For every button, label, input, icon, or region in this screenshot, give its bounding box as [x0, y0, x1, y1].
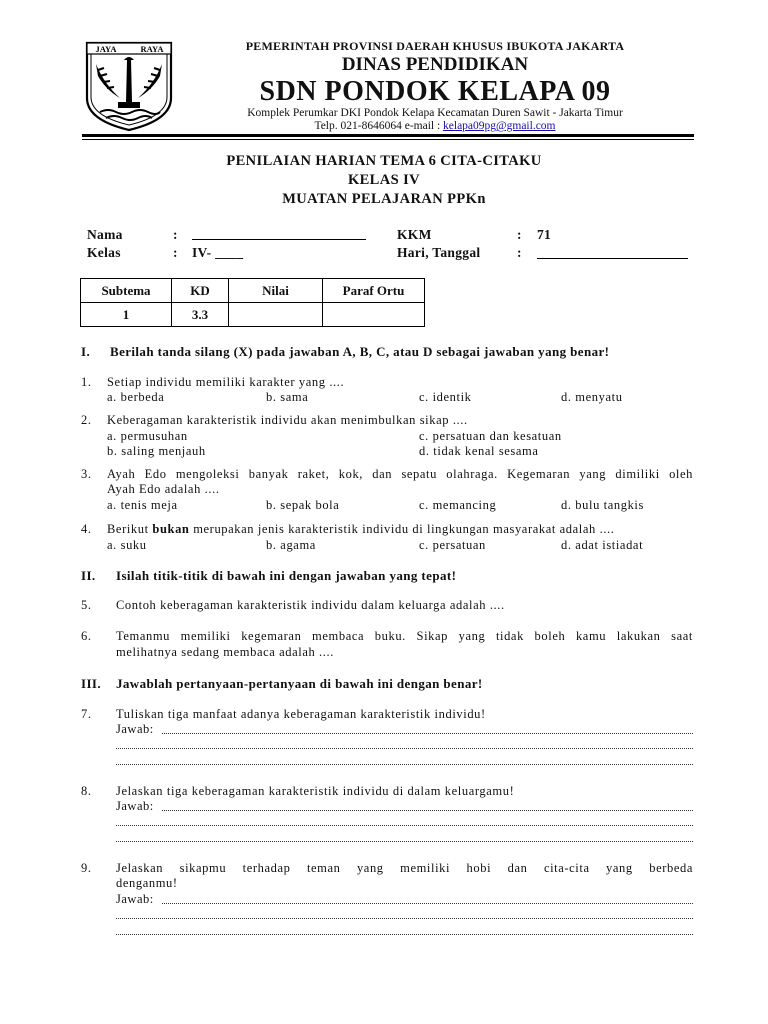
kkm-label: KKM: [397, 227, 432, 242]
q3-option-c[interactable]: c. memancing: [419, 498, 497, 512]
gov-heading: PEMERINTAH PROVINSI DAERAH KHUSUS IBUKOTA JAKARTA: [245, 39, 625, 53]
q2-option-d[interactable]: d. tidak kenal sesama: [419, 444, 539, 458]
q2-option-c[interactable]: c. persatuan dan kesatuan: [419, 429, 562, 443]
cell-paraf-ortu[interactable]: [323, 303, 425, 327]
nama-input-line[interactable]: [192, 239, 366, 240]
q4-text-emphasis: bukan: [152, 522, 190, 536]
q7-answer-line-3[interactable]: [116, 764, 693, 765]
q4-number: 4.: [81, 522, 92, 536]
section2-number: II.: [81, 568, 96, 583]
hari-tanggal-label: Hari, Tanggal: [397, 245, 481, 260]
score-table: [80, 278, 425, 327]
school-address: Komplek Perumkar DKI Pondok Kelapa Kecamatan Duren Sawit - Jakarta Timur: [247, 107, 623, 119]
cell-subtema: 1: [81, 303, 172, 327]
school-phone: Telp. 021-8646064 e-mail :: [314, 120, 444, 132]
kkm-value: 71: [537, 227, 552, 242]
hari-tanggal-colon: :: [517, 245, 522, 260]
q8-jawab-label: Jawab:: [116, 799, 154, 813]
q7-number: 7.: [81, 707, 92, 721]
q9-answer-line-1[interactable]: [162, 903, 693, 904]
header-kd: KD: [172, 279, 229, 303]
q9-text-line2: denganmu!: [116, 876, 178, 890]
subject-title: MUATAN PELAJARAN PPKn: [282, 191, 486, 207]
school-name: SDN PONDOK KELAPA 09: [259, 76, 611, 107]
q1-option-d[interactable]: d. menyatu: [561, 390, 623, 404]
q5-text: Contoh keberagaman karakteristik individu dalam keluarga adalah ....: [116, 598, 505, 612]
hari-tanggal-input-line[interactable]: [537, 258, 688, 259]
q8-answer-line-2[interactable]: [116, 825, 693, 826]
header-nilai: Nilai: [229, 279, 323, 303]
q6-number: 6.: [81, 629, 92, 643]
school-email-link[interactable]: kelapa09pg@gmail.com: [443, 120, 556, 132]
q3-option-b[interactable]: b. sepak bola: [266, 498, 340, 512]
q1-option-a[interactable]: a. berbeda: [107, 390, 165, 404]
q8-text: Jelaskan tiga keberagaman karakteristik individu di dalam keluargamu!: [116, 784, 515, 798]
q6-text-line2: melihatnya sedang membaca adalah ....: [116, 645, 334, 659]
q4-option-a[interactable]: a. suku: [107, 538, 147, 552]
section1-number: I.: [81, 344, 91, 359]
q4-option-d[interactable]: d. adat istiadat: [561, 538, 644, 552]
q3-number: 3.: [81, 467, 92, 481]
q7-jawab-label: Jawab:: [116, 722, 154, 736]
nama-colon: :: [173, 227, 178, 242]
q1-option-c[interactable]: c. identik: [419, 390, 472, 404]
letterhead-rule-thick: [82, 134, 694, 137]
q2-option-b[interactable]: b. saling menjauh: [107, 444, 206, 458]
q8-answer-line-1[interactable]: [162, 810, 693, 811]
q9-text: Jelaskan sikapmu terhadap teman yang memiliki hobi dan cita-cita yang berbeda: [116, 861, 693, 875]
kelas-label: Kelas: [87, 245, 121, 260]
school-contact: [180, 120, 690, 132]
q7-answer-line-1[interactable]: [162, 733, 693, 734]
kelas-colon: :: [173, 245, 178, 260]
q4-option-c[interactable]: c. persatuan: [419, 538, 486, 552]
logo-text-left: JAYA: [95, 44, 117, 54]
jaya-raya-emblem: [84, 40, 174, 132]
letterhead-rule-thin: [82, 139, 694, 140]
cell-kd: 3.3: [172, 303, 229, 327]
section2-instruction: Isilah titik-titik di bawah ini dengan jawaban yang tepat!: [116, 568, 457, 583]
score-table-header: [81, 279, 425, 303]
q6-text: Temanmu memiliki kegemaran membaca buku. Sikap yang tidak boleh kamu lakukan saat: [116, 629, 693, 643]
q5-number: 5.: [81, 598, 92, 612]
header-subtema: Subtema: [81, 279, 172, 303]
section1-instruction: Berilah tanda silang (X) pada jawaban A, B, C, atau D sebagai jawaban yang benar!: [110, 344, 610, 359]
q9-number: 9.: [81, 861, 92, 875]
q8-number: 8.: [81, 784, 92, 798]
exam-title: PENILAIAN HARIAN TEMA 6 CITA-CITAKU: [226, 153, 542, 169]
q4-text: [107, 522, 615, 537]
score-table-row: [81, 303, 425, 327]
header-paraf-ortu: Paraf Ortu: [323, 279, 425, 303]
q4-text-post: merupakan jenis karakteristik individu di lingkungan masyarakat adalah ....: [189, 522, 615, 536]
q2-number: 2.: [81, 413, 92, 427]
q7-answer-line-2[interactable]: [116, 748, 693, 749]
q1-number: 1.: [81, 375, 92, 389]
q3-option-a[interactable]: a. tenis meja: [107, 498, 178, 512]
q3-option-d[interactable]: d. bulu tangkis: [561, 498, 644, 512]
section3-instruction: Jawablah pertanyaan-pertanyaan di bawah ini dengan benar!: [116, 676, 483, 691]
q9-answer-line-3[interactable]: [116, 934, 693, 935]
kelas-value[interactable]: IV- ____: [192, 245, 244, 260]
q9-jawab-label: Jawab:: [116, 892, 154, 906]
q1-option-b[interactable]: b. sama: [266, 390, 309, 404]
section3-number: III.: [81, 676, 102, 691]
q2-text: Keberagaman karakteristik individu akan menimbulkan sikap ....: [107, 413, 468, 427]
logo-text-right: RAYA: [140, 44, 164, 54]
cell-nilai[interactable]: [229, 303, 323, 327]
q2-option-a[interactable]: a. permusuhan: [107, 429, 188, 443]
q8-answer-line-3[interactable]: [116, 841, 693, 842]
q3-text: Ayah Edo mengoleksi banyak raket, kok, dan sepatu olahraga. Kegemaran yang dimiliki oleh: [107, 467, 693, 481]
kkm-colon: :: [517, 227, 522, 242]
class-title: KELAS IV: [347, 172, 421, 188]
q7-text: Tuliskan tiga manfaat adanya keberagaman karakteristik individu!: [116, 707, 486, 721]
nama-label: Nama: [87, 227, 123, 242]
q1-text: Setiap individu memiliki karakter yang ....: [107, 375, 345, 389]
q4-option-b[interactable]: b. agama: [266, 538, 316, 552]
q4-text-pre: Berikut: [107, 522, 153, 536]
q3-text-line2: Ayah Edo adalah ....: [107, 482, 220, 496]
department-heading: DINAS PENDIDIKAN: [341, 54, 529, 75]
q9-answer-line-2[interactable]: [116, 918, 693, 919]
